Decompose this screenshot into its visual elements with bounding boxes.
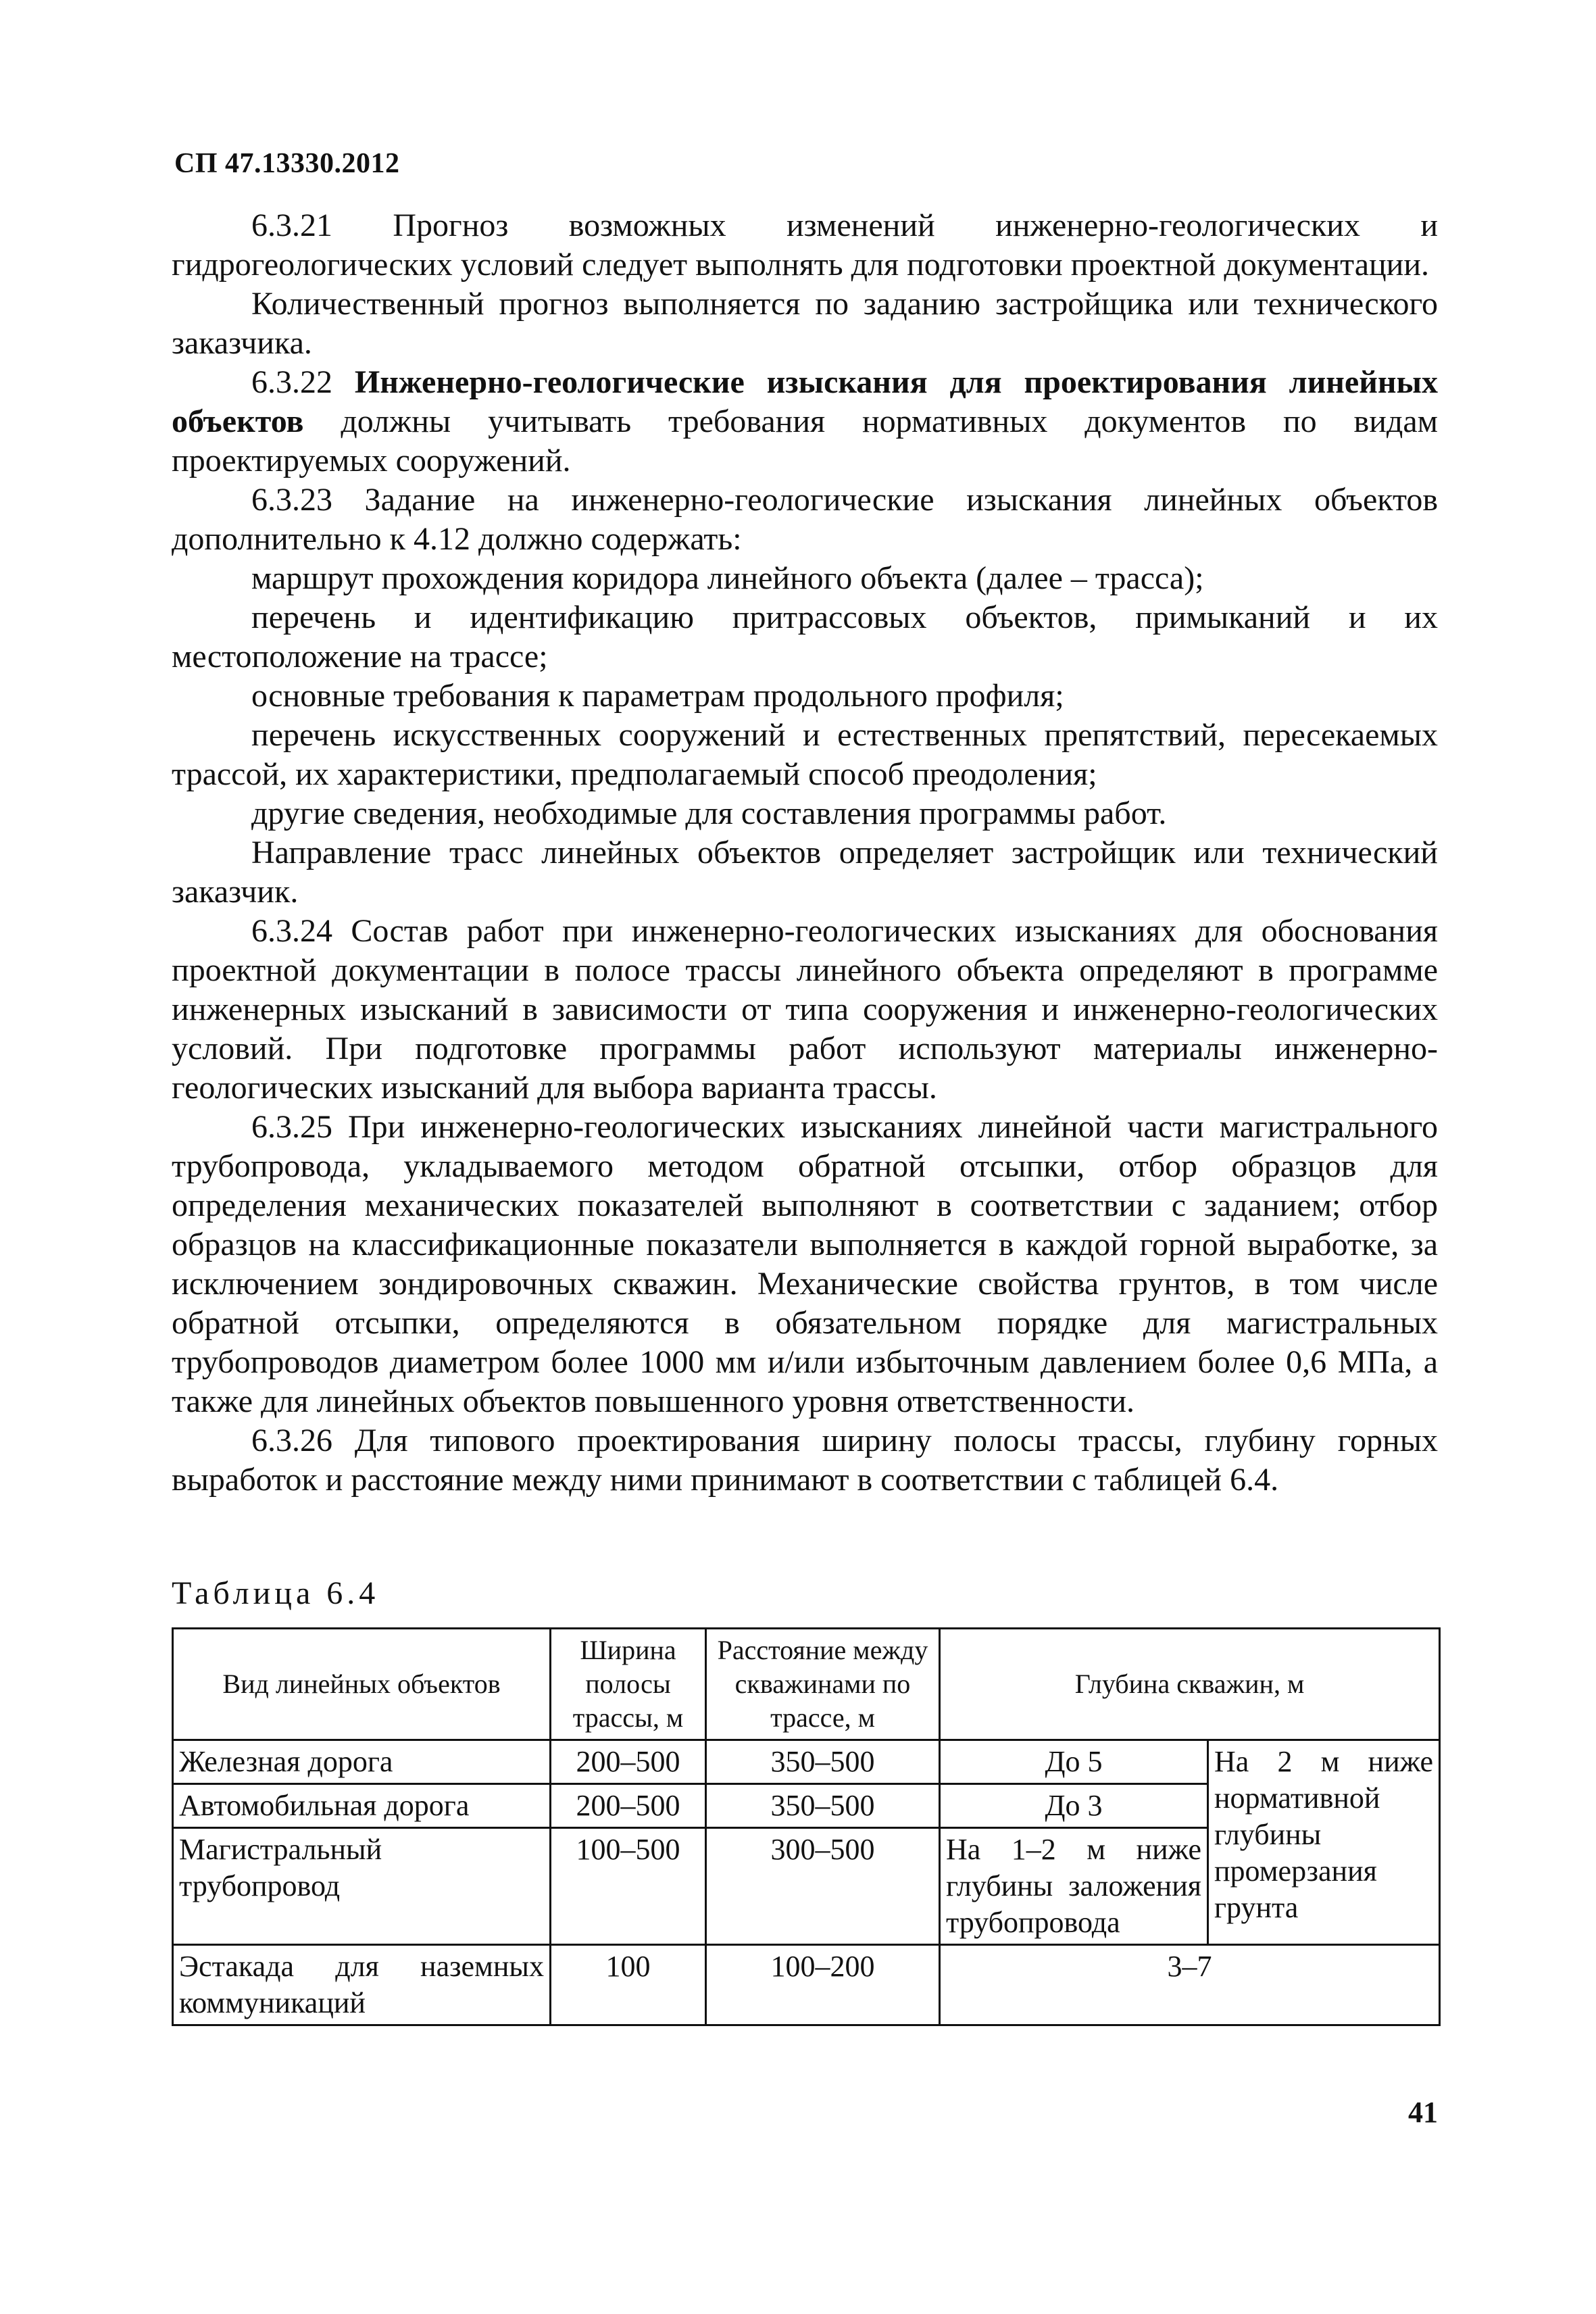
paragraph-6-3-25: 6.3.25 При инженерно-геологических изысканиях линейной части магистрального трубопровода, укладываемого методом обратной отсыпки, отбор образцов для определения механических показателей выполняют в соответствии с заданием; отбор образцов на классификационные показатели выполняется в каждой горной выработке, за исключением зондировочных скважин. Механические свойства грунтов, в том числе обратной отсыпки, определяются в обязательном порядке для магистральных трубопроводов диаметром более 1000 мм и/или избыточным давлением более 0,6 МПа, а также для линейных объектов повышенного уровня ответственности.: [172, 1109, 1438, 1419]
list-item-other: другие сведения, необходимые для составления программы работ.: [251, 795, 1167, 831]
cell-type: Железная дорога: [173, 1740, 551, 1784]
paragraph-bold-title: Инженерно-геологические изыскания для проектирования линейных объектов: [172, 364, 1438, 439]
cell-type: Эстакада для наземных коммуникаций: [173, 1945, 551, 2025]
list-item-objects: перечень и идентификацию притрассовых объектов, примыканий и их местоположение на трассе;: [172, 599, 1438, 674]
paragraph-6-3-23: 6.3.23 Задание на инженерно-геологические изыскания линейных объектов дополнительно к 4.12 должно содержать:: [172, 482, 1438, 557]
cell-width: 100–500: [551, 1828, 706, 1945]
cell-depth: На 1–2 м ниже глубины заложения трубопровода: [940, 1828, 1208, 1945]
table-row: [173, 1945, 1440, 2025]
cell-depth: До 3: [940, 1784, 1208, 1828]
cell-distance: 350–500: [706, 1740, 940, 1784]
table-header-row: [173, 1629, 1440, 1740]
paragraph-6-3-24: 6.3.24 Состав работ при инженерно-геологических изысканиях для обоснования проектной документации в полосе трассы линейного объекта определяют в программе инженерных изысканий в зависимости от типа сооружения и инженерно-геологических условий. При подготовке программы работ используют материалы инженерно-геологических изысканий для выбора варианта трассы.: [172, 913, 1438, 1106]
header-depth: Глубина скважин, м: [940, 1629, 1440, 1740]
cell-type: Магистральный трубопровод: [173, 1828, 551, 1945]
header-type: Вид линейных объектов: [173, 1629, 551, 1740]
cell-distance: 300–500: [706, 1828, 940, 1945]
document-code: СП 47.13330.2012: [174, 148, 400, 179]
paragraph-6-3-22: [172, 363, 1438, 481]
paragraph-direction: Направление трасс линейных объектов определяет застройщик или технический заказчик.: [172, 835, 1438, 910]
list-item-profile: основные требования к параметрам продольного профиля;: [251, 678, 1064, 714]
page-number: 41: [1408, 2096, 1438, 2129]
cell-width: 100: [551, 1945, 706, 2025]
paragraph-number: 6.3.22: [251, 364, 355, 400]
cell-width: 200–500: [551, 1740, 706, 1784]
cell-depth: До 5: [940, 1740, 1208, 1784]
table-row: [173, 1740, 1440, 1784]
table-caption: Таблица 6.4: [172, 1575, 380, 1611]
paragraph-forecast: Количественный прогноз выполняется по заданию застройщика или технического заказчика.: [172, 286, 1438, 361]
list-item-route: маршрут прохождения коридора линейного объекта (далее – трасса);: [251, 560, 1204, 596]
table-6-4: [172, 1627, 1441, 2026]
cell-distance: 100–200: [706, 1945, 940, 2025]
cell-type: Автомобильная дорога: [173, 1784, 551, 1828]
header-distance: Расстояние между скважинами по трассе, м: [706, 1629, 940, 1740]
paragraph-6-3-21: 6.3.21 Прогноз возможных изменений инженерно-геологических и гидрогеологических условий следует выполнять для подготовки проектной документации.: [172, 207, 1438, 282]
body-text: [172, 206, 1438, 1500]
cell-depth: 3–7: [940, 1945, 1440, 2025]
cell-distance: 350–500: [706, 1784, 940, 1828]
header-width: Ширина полосы трассы, м: [551, 1629, 706, 1740]
cell-depth-note: На 2 м ниже нормативной глубины промерзания грунта: [1208, 1740, 1440, 1945]
paragraph-6-3-26: 6.3.26 Для типового проектирования ширину полосы трассы, глубину горных выработок и расстояние между ними принимают в соответствии с таблицей 6.4.: [172, 1423, 1438, 1498]
cell-width: 200–500: [551, 1784, 706, 1828]
paragraph-rest: должны учитывать требования нормативных документов по видам проектируемых сооружений.: [172, 403, 1438, 478]
list-item-structures: перечень искусственных сооружений и естественных препятствий, пересекаемых трассой, их характеристики, предполагаемый способ преодоления;: [172, 717, 1438, 792]
